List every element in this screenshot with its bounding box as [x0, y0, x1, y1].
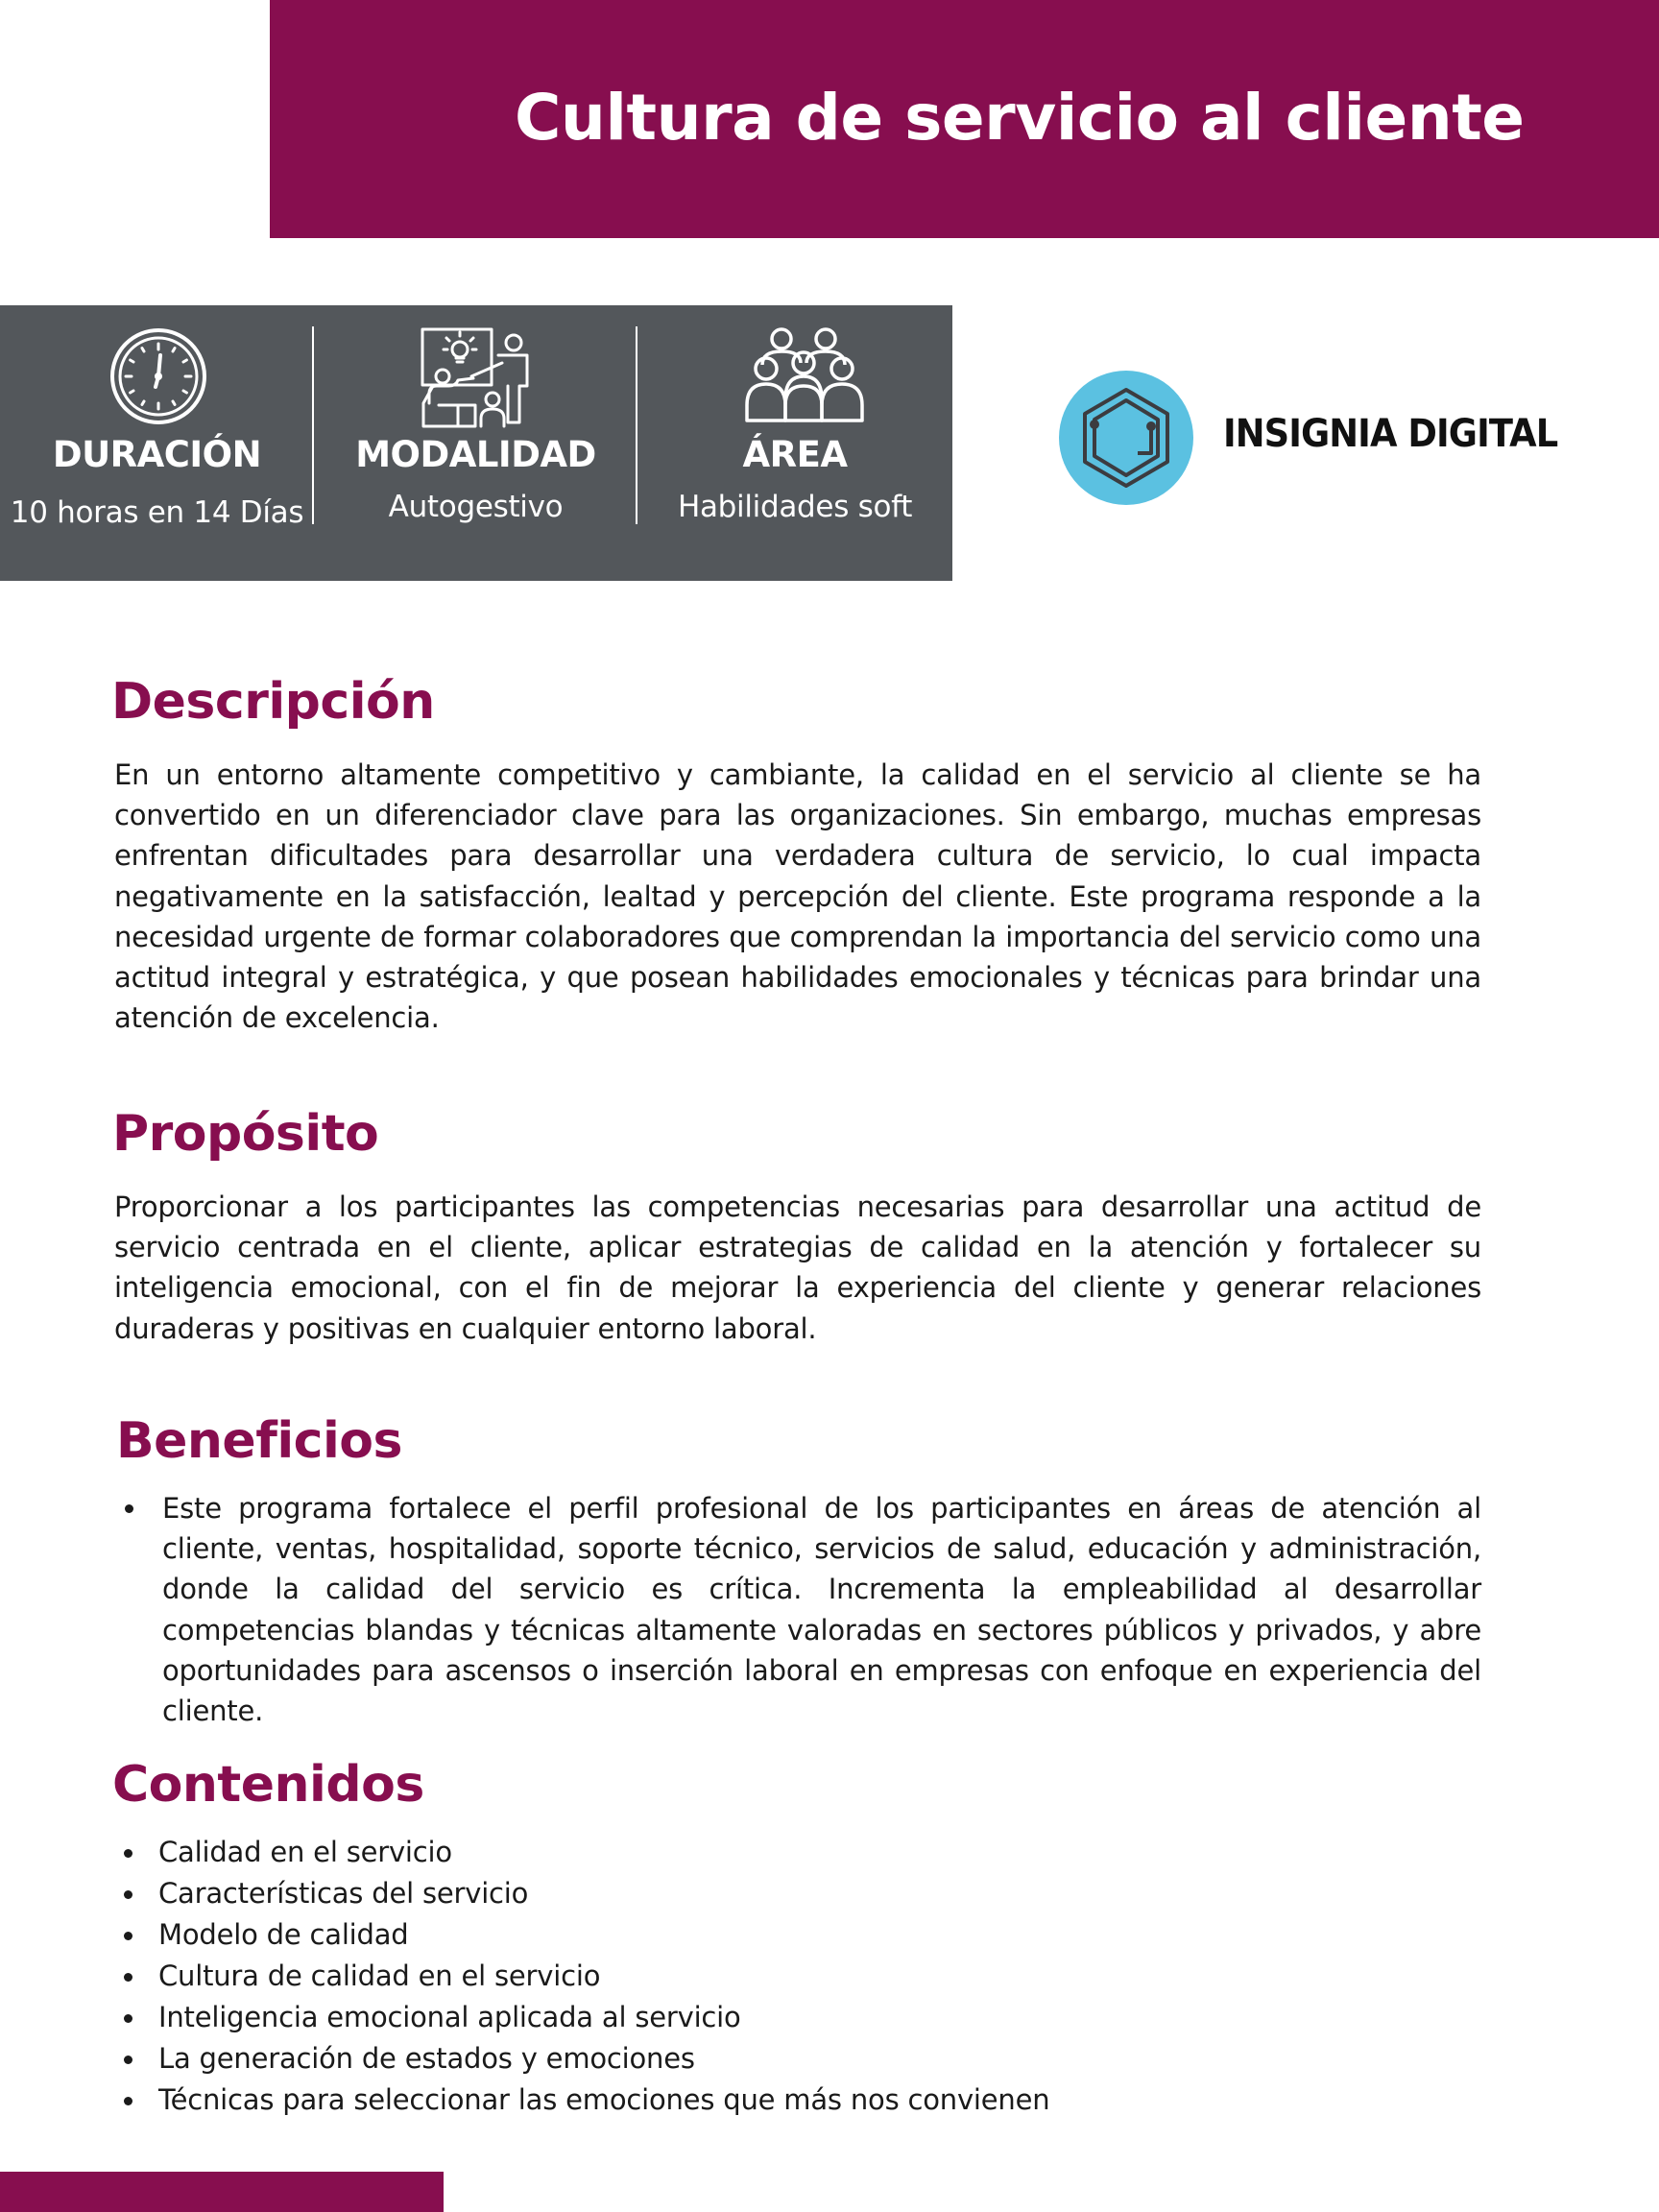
benefits-heading: Beneficios	[116, 1412, 402, 1470]
badge-text: INSIGNIA DIGITAL	[1223, 412, 1558, 456]
modality-label: MODALIDAD	[355, 434, 596, 475]
hexagon-circuit-icon	[1059, 371, 1193, 505]
benefits-list	[116, 1488, 1481, 1731]
list-item: Calidad en el servicio	[116, 1832, 1364, 1873]
description-text: En un entorno altamente competitivo y cambiante, la calidad en el servicio al cliente se ha convertido en un diferenciador clave para las organizaciones. Sin embargo, muchas empresas enfrentan dificultades para desarrollar una verdadera cultura de servicio, lo cual impacta negativamente en la satisfacción, lealtad y percepción del cliente. Este programa responde a la necesidad urgente de formar colaboradores que comprendan la importancia del servicio como una actitud integral y estratégica, y que posean habilidades emocionales y técnicas para brindar una atención de excelencia.	[114, 758, 1481, 1035]
purpose-heading: Propósito	[112, 1105, 379, 1163]
area-value: Habilidades soft	[677, 490, 913, 524]
list-item: Modelo de calidad	[116, 1914, 1364, 1956]
contents-heading: Contenidos	[112, 1756, 424, 1814]
page-title: Cultura de servicio al cliente	[515, 81, 1525, 155]
group-icon	[743, 326, 868, 426]
info-modality	[314, 305, 637, 581]
area-label: ÁREA	[742, 434, 848, 475]
purpose-text: Proporcionar a los participantes las competencias necesarias para desarrollar una actitud de servicio centrada en el cliente, aplicar estrategias de calidad en la atención y fortalecer su inteligencia emocional, con el fin de mejorar la experiencia del cliente y generar relaciones duraderas y positivas en cualquier entorno laboral.	[114, 1190, 1481, 1345]
list-item: Inteligencia emocional aplicada al servicio	[116, 1997, 1364, 2038]
duration-label: DURACIÓN	[52, 434, 262, 475]
clock-icon	[108, 326, 208, 426]
duration-value: 10 horas en 14 Días	[10, 495, 304, 530]
footer-bar	[0, 2172, 444, 2212]
contents-list	[116, 1832, 1364, 2121]
info-panel	[0, 305, 952, 581]
modality-value: Autogestivo	[388, 490, 564, 524]
info-area	[637, 305, 952, 581]
list-item: Este programa fortalece el perfil profesional de los participantes en áreas de atención al cliente, ventas, hospitalidad, soporte técnico, servicios de salud, educación y administración, donde la calidad del servicio es crítica. Incrementa la empleabilidad al desarrollar competencias blandas y técnicas altamente valoradas en sectores públicos y privados, y abre oportunidades para ascensos o inserción laboral en empresas con enfoque en experiencia del cliente.	[116, 1488, 1481, 1731]
list-item: Cultura de calidad en el servicio	[116, 1956, 1364, 1997]
list-item: Técnicas para seleccionar las emociones que más nos convienen	[116, 2080, 1364, 2121]
presentation-icon	[420, 326, 535, 432]
list-item: La generación de estados y emociones	[116, 2038, 1364, 2080]
info-duration	[0, 305, 314, 581]
list-item: Características del servicio	[116, 1873, 1364, 1914]
description-heading: Descripción	[111, 673, 435, 731]
